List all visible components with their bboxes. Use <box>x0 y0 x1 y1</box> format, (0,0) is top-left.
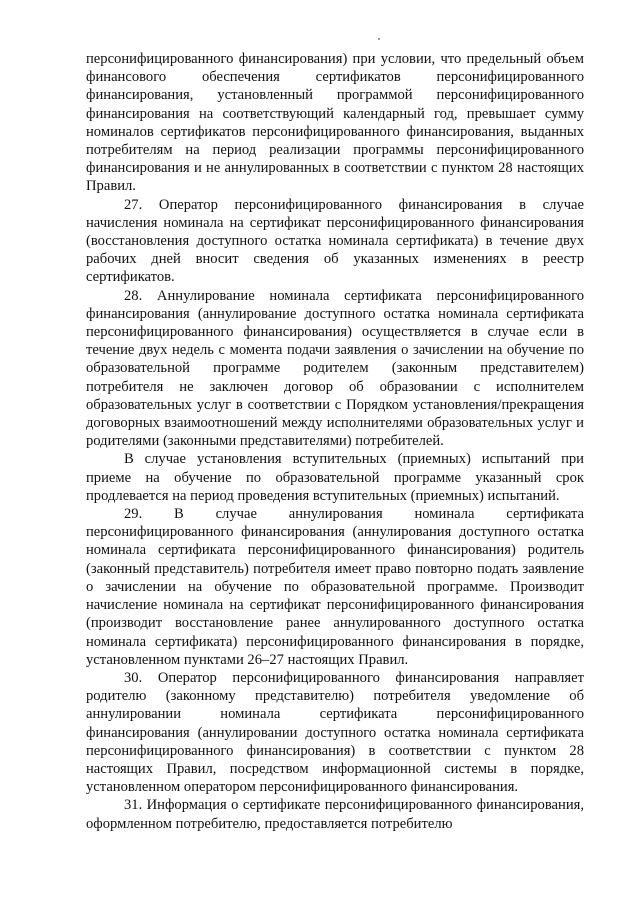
paragraph-continuation: персонифицированного финансирования) при условии, что предельный объем финансового обеспечения сертификатов персонифицированного финансирования, установленный программой персонифицированного финансирования на соответствующий календарный год, превышает сумму номиналов сертификатов персонифицированного финансирования, выданных потребителям на период реализации программы персонифицированного финансирования и не аннулированных в соответствии с пунктом 28 настоящих Правил. <box>86 51 584 195</box>
paragraph-28: 28. Аннулирование номинала сертификата персонифицированного финансирования (аннулирование доступного остатка номинала сертификата персонифицированного финансирования) осуществляется в случае если в течение двух недель с момента подачи заявления о зачислении на обучение по образовательной программе родителем (законным представителем) потребителя не заключен договор об образовании с исполнителем образовательных услуг в соответствии с Порядком установления/прекращения договорных взаимоотношений между исполнителями образовательных услуг и родителями (законными представителями) потребителей. <box>86 287 584 450</box>
paragraph-30: 30. Оператор персонифицированного финансирования направляет родителю (законному представителю) потребителя уведомление об аннулировании номинала сертификата персонифицированного финансирования (аннулировании доступного остатка номинала сертификата персонифицированного финансирования) в соответствии с пунктом 28 настоящих Правил, посредством информационной системы в порядке, установленном оператором персонифицированного финансирования. <box>86 669 584 796</box>
scan-speck <box>378 38 380 40</box>
paragraph-27: 27. Оператор персонифицированного финансирования в случае начисления номинала на сертификат персонифицированного финансирования (восстановления доступного остатка номинала сертификата) в течение двух рабочих дней вносит сведения об указанных изменениях в реестр сертификатов. <box>86 196 584 286</box>
paragraph-29: 29. В случае аннулирования номинала сертификата персонифицированного финансирования (аннулирования доступного остатка номинала сертификата персонифицированного финансирования) родитель (законный представитель) потребителя имеет право повторно подать заявление о зачислении на обучение по образовательной программе. Производит начисление номинала на сертификат персонифицированного финансирования (производит восстановление ранее аннулированного доступного остатка номинала сертификата) персонифицированного финансирования в порядке, установленном пунктами 26–27 настоящих Правил. <box>86 506 584 668</box>
paragraph-31: 31. Информация о сертификате персонифицированного финансирования, оформленном потребителю, предоставляется потребителю <box>86 797 584 832</box>
paragraph-28-entrance-tests: В случае установления вступительных (приемных) испытаний при приеме на обучение по образовательной программе указанный срок продлевается на период проведения вступительных (приемных) испытаний. <box>86 451 584 504</box>
